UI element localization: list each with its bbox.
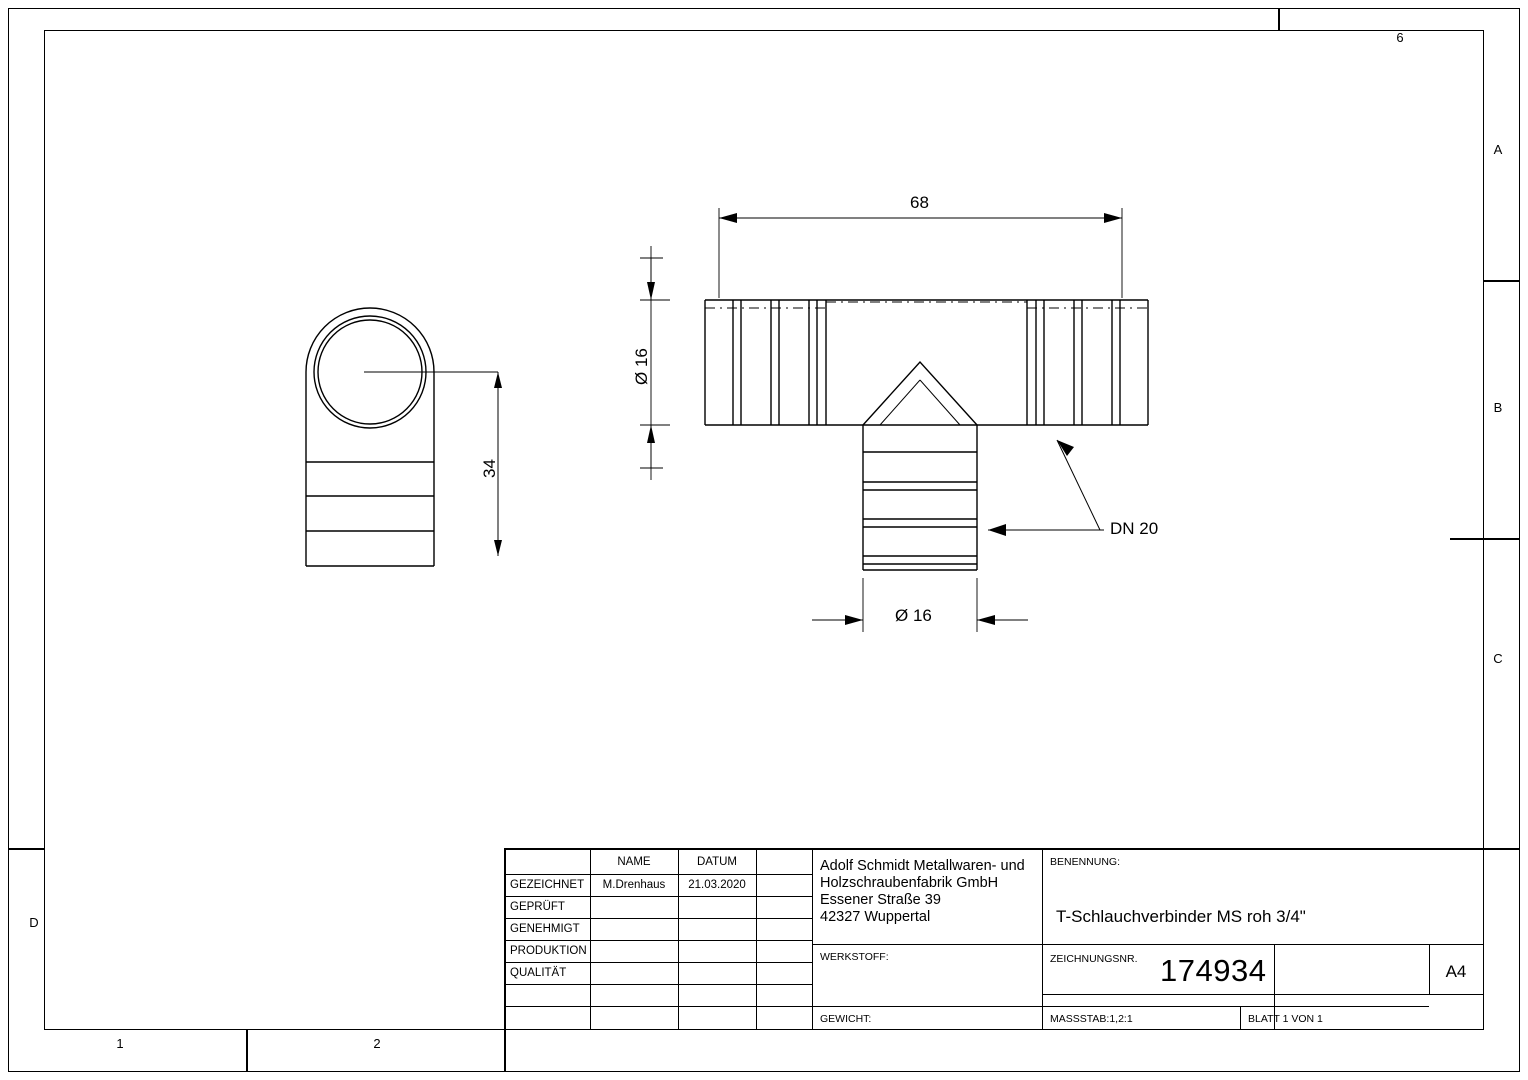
tb-border-left bbox=[504, 848, 506, 1030]
tb-designation-value: T-Schlauchverbinder MS roh 3/4" bbox=[1056, 907, 1306, 926]
tb-drawing-no-value: 174934 bbox=[1160, 953, 1267, 988]
dim-label-branch-diameter: Ø 16 bbox=[895, 606, 932, 625]
tb-scale-label: MASSSTAB:1,2:1 bbox=[1050, 1013, 1133, 1025]
tb-row-line-6 bbox=[504, 984, 812, 985]
tb-border-top bbox=[504, 848, 1484, 850]
tb-row-line-2 bbox=[504, 896, 812, 897]
tb-scale-row-line bbox=[1042, 1006, 1429, 1007]
tb-designation-label: BENENNUNG: bbox=[1050, 856, 1121, 868]
tb-sheet-label: BLATT 1 VON 1 bbox=[1248, 1013, 1323, 1025]
tb-sep-v2 bbox=[678, 848, 679, 1030]
tb-material-label: WERKSTOFF: bbox=[820, 951, 889, 963]
tb-row-label-qualitaet: QUALITÄT bbox=[510, 967, 567, 979]
dim-label-main-bore-diameter: Ø 16 bbox=[632, 348, 651, 385]
tee-branch-gusset-inner-left bbox=[880, 380, 920, 425]
tb-border-bottom bbox=[504, 1029, 1484, 1031]
dim-34-arrow-bottom bbox=[494, 540, 502, 556]
dim-68-arrow-left bbox=[719, 213, 737, 223]
zone-label-bottom-1: 1 bbox=[116, 1036, 124, 1051]
tb-header-date: DATUM bbox=[696, 856, 738, 868]
dim-label-dn20: DN 20 bbox=[1110, 519, 1159, 538]
tb-company-line-2: Holzschraubenfabrik GmbH bbox=[820, 875, 999, 891]
tb-company-line-3: Essener Straße 39 bbox=[820, 892, 941, 908]
dim-34-arrow-top bbox=[494, 372, 502, 388]
dn20-leader-upper bbox=[1057, 440, 1100, 530]
tb-row-line-5 bbox=[504, 962, 812, 963]
tb-company-line-4: 42327 Wuppertal bbox=[820, 909, 931, 925]
dn20-leader-lower-arrow bbox=[988, 524, 1006, 536]
tb-drawing-no-label: ZEICHNUNGSNR. bbox=[1050, 953, 1138, 965]
tb-format-label: A4 bbox=[1445, 962, 1467, 981]
dim-d16-vert-arrow-top bbox=[647, 282, 655, 300]
zone-label-right-b: B bbox=[1493, 400, 1503, 415]
dim-d16-horiz-arrow-right bbox=[977, 615, 995, 625]
tb-row-date-gezeichnet: 21.03.2020 bbox=[688, 879, 746, 891]
zone-label-right-a: A bbox=[1493, 142, 1503, 157]
dim-68-arrow-right bbox=[1104, 213, 1122, 223]
left-view-body-top bbox=[306, 308, 434, 430]
tb-row-label-produktion: PRODUKTION bbox=[510, 945, 587, 957]
tb-header-name: NAME bbox=[617, 856, 651, 868]
tb-row-label-gezeichnet: GEZEICHNET bbox=[510, 879, 585, 891]
dn20-leader-upper-arrow bbox=[1057, 440, 1074, 456]
zone-label-left-d: D bbox=[29, 915, 39, 930]
tb-sep-v1 bbox=[590, 848, 591, 1030]
tee-branch-gusset-inner-right bbox=[920, 380, 960, 425]
zone-label-right-c: C bbox=[1493, 651, 1503, 666]
tb-row-line-7 bbox=[504, 1006, 812, 1007]
zone-label-top-6: 6 bbox=[1396, 30, 1404, 45]
tb-row-line-3 bbox=[504, 918, 812, 919]
tb-drawingno-bottom-line bbox=[1042, 994, 1483, 995]
tee-branch-gusset bbox=[863, 362, 977, 425]
tb-row-line-1 bbox=[504, 874, 812, 875]
dim-d16-vert-arrow-bottom bbox=[647, 425, 655, 443]
title-block bbox=[504, 848, 1484, 1030]
tb-sep-v4 bbox=[812, 848, 813, 1030]
zone-label-bottom-2: 2 bbox=[373, 1036, 381, 1051]
tb-border-right bbox=[1483, 848, 1485, 1030]
tb-designation-bottom-line bbox=[1042, 944, 1483, 945]
dim-d16-horiz-arrow-left bbox=[845, 615, 863, 625]
tb-sep-v5 bbox=[1042, 848, 1043, 1030]
tb-row-label-genehmigt: GENEHMIGT bbox=[510, 923, 580, 935]
tb-row-label-geprueft: GEPRÜFT bbox=[510, 901, 565, 913]
dim-label-68: 68 bbox=[910, 193, 929, 212]
tb-sep-v8 bbox=[1240, 1006, 1241, 1029]
dim-label-height-34: 34 bbox=[480, 459, 499, 478]
tb-row-line-4 bbox=[504, 940, 812, 941]
tb-material-bottom-line bbox=[812, 1006, 1042, 1007]
tb-row-name-gezeichnet: M.Drenhaus bbox=[602, 879, 666, 891]
tb-company-line-1: Adolf Schmidt Metallwaren- und bbox=[820, 858, 1025, 874]
tb-company-bottom-line bbox=[812, 944, 1042, 945]
tb-weight-label: GEWICHT: bbox=[820, 1013, 872, 1025]
tee-branch-left-shoulder-hide bbox=[863, 362, 919, 445]
tb-sep-v3 bbox=[756, 848, 757, 1030]
